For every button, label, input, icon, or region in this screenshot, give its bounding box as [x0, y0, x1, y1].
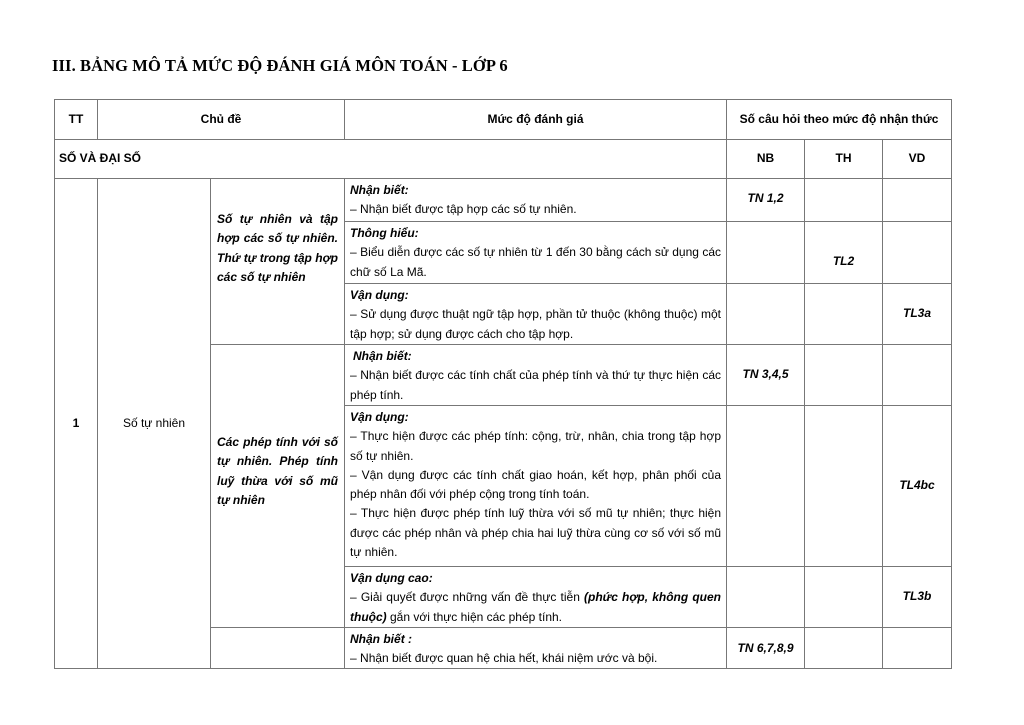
- vd-cell: TL3b: [883, 567, 952, 628]
- th-cell: [805, 179, 883, 222]
- th-cell: [805, 345, 883, 406]
- page-title: III. BẢNG MÔ TẢ MỨC ĐỘ ĐÁNH GIÁ MÔN TOÁN - LỚP 6: [52, 56, 508, 75]
- level-label: Thông hiểu:: [350, 226, 419, 240]
- topic-number: 1: [55, 179, 98, 669]
- nb-cell: [727, 284, 805, 345]
- subtopic-1: [211, 179, 345, 345]
- level-label: Vận dụng cao:: [350, 571, 433, 585]
- description-text-a: – Giải quyết được những vấn đề thực tiễn: [350, 590, 584, 605]
- subtopic-2-text: Các phép tính với số tự nhiên. Phép tính luỹ thừa với số mũ tự nhiên: [217, 435, 339, 507]
- header-muc-do: Mức độ đánh giá: [345, 100, 727, 140]
- level-label: Nhận biết :: [350, 631, 413, 646]
- section-row: [55, 140, 952, 179]
- description-text: [350, 588, 721, 627]
- vd-cell: [883, 179, 952, 222]
- description-text: – Nhận biết được quan hệ chia hết, khái niệm ước và bội.: [350, 651, 658, 666]
- description-text: – Biểu diễn được các số tự nhiên từ 1 đến 30 bằng cách sử dụng các chữ số La Mã.: [350, 245, 722, 279]
- description-text: – Vận dụng được các tính chất giao hoán, kết hợp, phân phối của phép nhân đối với phép cộng trong tính toán.: [350, 467, 722, 502]
- level-label: Vận dụng:: [350, 288, 409, 302]
- description-cell: [345, 179, 727, 222]
- table-row: [55, 179, 952, 222]
- description-text: – Nhận biết được tập hợp các số tự nhiên.: [350, 202, 577, 217]
- section-label: SỐ VÀ ĐẠI SỐ: [55, 140, 727, 179]
- header-tt: TT: [55, 100, 98, 140]
- nb-cell: TN 1,2: [727, 179, 805, 222]
- topic-name: Số tự nhiên: [98, 179, 211, 669]
- th-cell: [805, 284, 883, 345]
- description-text: – Sử dụng được thuật ngữ tập hợp, phần tử thuộc (không thuộc) một tập hợp; sử dụng được cách cho tập hợp.: [350, 307, 722, 341]
- vd-cell: [883, 627, 952, 669]
- subtopic-1-text: Số tự nhiên và tập hợp các số tự nhiên. Thứ tự trong tập hợp các số tự nhiên: [217, 212, 339, 284]
- nb-cell: [727, 406, 805, 567]
- nb-cell: [727, 222, 805, 284]
- description-cell: [345, 627, 727, 669]
- subtopic-3: [211, 627, 345, 669]
- description-text: – Thực hiện được phép tính luỹ thừa với số mũ tự nhiên; thực hiện được các phép nhân và phép chia hai luỹ thừa cùng cơ số với số mũ tự nhiên.: [350, 506, 722, 560]
- assessment-table: [54, 99, 952, 669]
- vd-cell: TL3a: [883, 284, 952, 345]
- header-chu-de: Chủ đề: [98, 100, 345, 140]
- description-cell: [345, 345, 727, 406]
- nb-cell: TN 3,4,5: [727, 345, 805, 406]
- section-nb: NB: [727, 140, 805, 179]
- description-text: – Nhận biết được các tính chất của phép tính và thứ tự thực hiện các phép tính.: [350, 368, 722, 402]
- header-so-cau-hoi: Số câu hỏi theo mức độ nhận thức: [727, 100, 952, 140]
- description-cell: [345, 222, 727, 284]
- level-label: Vận dụng:: [350, 410, 409, 424]
- th-cell: [805, 406, 883, 567]
- vd-cell: TL4bc: [883, 406, 952, 567]
- description-text: – Thực hiện được các phép tính: cộng, trừ, nhân, chia trong tập hợp số tự nhiên.: [350, 429, 722, 463]
- subtopic-2: [211, 345, 345, 628]
- description-cell: [345, 567, 727, 628]
- nb-cell: [727, 567, 805, 628]
- nb-cell: TN 6,7,8,9: [727, 627, 805, 669]
- description-cell: [345, 406, 727, 567]
- vd-cell: [883, 345, 952, 406]
- section-th: TH: [805, 140, 883, 179]
- description-cell: [345, 284, 727, 345]
- header-row: [55, 100, 952, 140]
- th-cell: TL2: [805, 222, 883, 284]
- level-label: Nhận biết:: [350, 183, 409, 197]
- description-text-emphasis: (phức hợp, không quen thuộc): [350, 590, 722, 624]
- th-cell: [805, 567, 883, 628]
- description-text-c: gắn với thực hiện các phép tính.: [386, 609, 563, 624]
- th-cell: [805, 627, 883, 669]
- section-vd: VD: [883, 140, 952, 179]
- level-label: Nhận biết:: [353, 349, 412, 363]
- vd-cell: [883, 222, 952, 284]
